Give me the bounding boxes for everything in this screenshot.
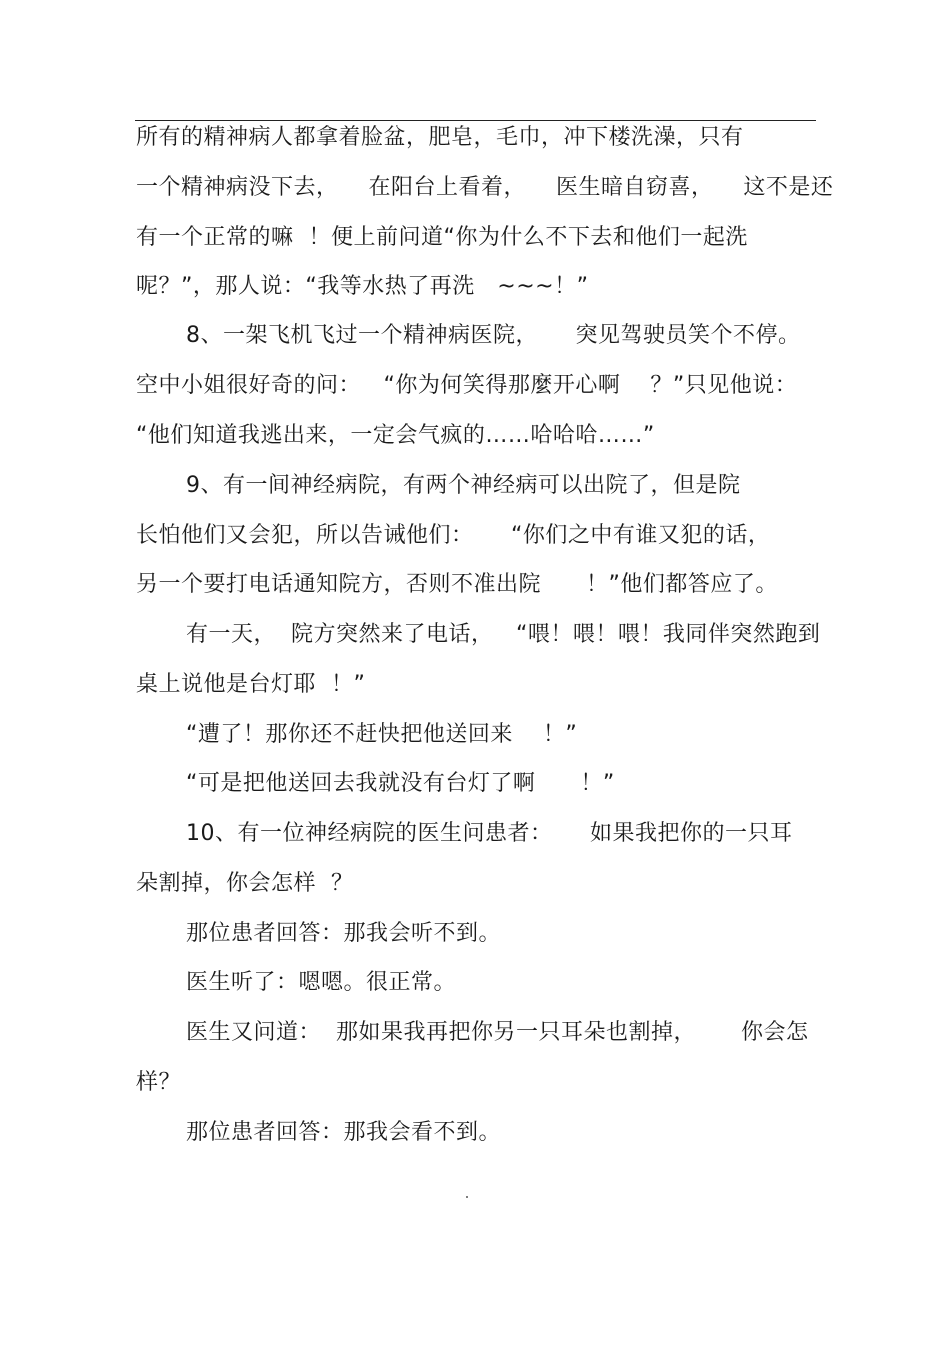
text-line: 所有的精神病人都拿着脸盆，肥皂，毛巾，冲下楼洗澡，只有 bbox=[136, 125, 744, 150]
header-rule bbox=[135, 120, 816, 121]
text-line: 那位患者回答：那我会看不到。 bbox=[186, 1120, 502, 1145]
text-line: 有一个正常的嘛 ！便上前问道“你为什么不下去和他们一起洗 bbox=[136, 225, 748, 250]
text-line: 9、有一间神经病院，有两个神经病可以出院了，但是院 bbox=[186, 473, 741, 498]
text-line: 空中小姐很好奇的问： “你为何笑得那麼开心啊 ？”只见他说： bbox=[136, 373, 798, 398]
text-line: “他们知道我逃出来，一定会气疯的……哈哈哈……” bbox=[136, 423, 655, 448]
text-line: 那位患者回答：那我会听不到。 bbox=[186, 921, 502, 946]
text-line: 10、有一位神经病院的医生问患者： 如果我把你的一只耳 bbox=[186, 821, 793, 846]
text-line: 另一个要打电话通知院方，否则不准出院 ！”他们都答应了。 bbox=[136, 572, 778, 597]
text-line: 长怕他们又会犯，所以告诫他们： “你们之中有谁又犯的话， bbox=[136, 523, 771, 548]
text-line: 医生听了：嗯嗯。很正常。 bbox=[186, 970, 457, 995]
text-line: 8、一架飞机飞过一个精神病医院， 突见驾驶员笑个不停。 bbox=[186, 323, 801, 348]
text-line: 一个精神病没下去， 在阳台上看着， 医生暗自窃喜， 这不是还 bbox=[136, 175, 834, 200]
text-line: 朵割掉，你会怎样 ？ bbox=[136, 871, 354, 896]
text-line: 呢？”，那人说：“我等水热了再洗 ~~~！” bbox=[136, 274, 589, 299]
text-line: 医生又问道： 那如果我再把你另一只耳朵也割掉， 你会怎 bbox=[186, 1020, 809, 1045]
page-dot bbox=[466, 1196, 468, 1198]
text-line: 样？ bbox=[136, 1070, 182, 1095]
text-line: “可是把他送回去我就没有台灯了啊 ！” bbox=[186, 771, 615, 796]
text-line: 有一天， 院方突然来了电话， “喂！喂！喂！我同伴突然跑到 bbox=[186, 622, 821, 647]
text-line: “遭了！那你还不赶快把他送回来 ！” bbox=[186, 722, 578, 747]
text-line: 桌上说他是台灯耶 ！” bbox=[136, 672, 366, 697]
